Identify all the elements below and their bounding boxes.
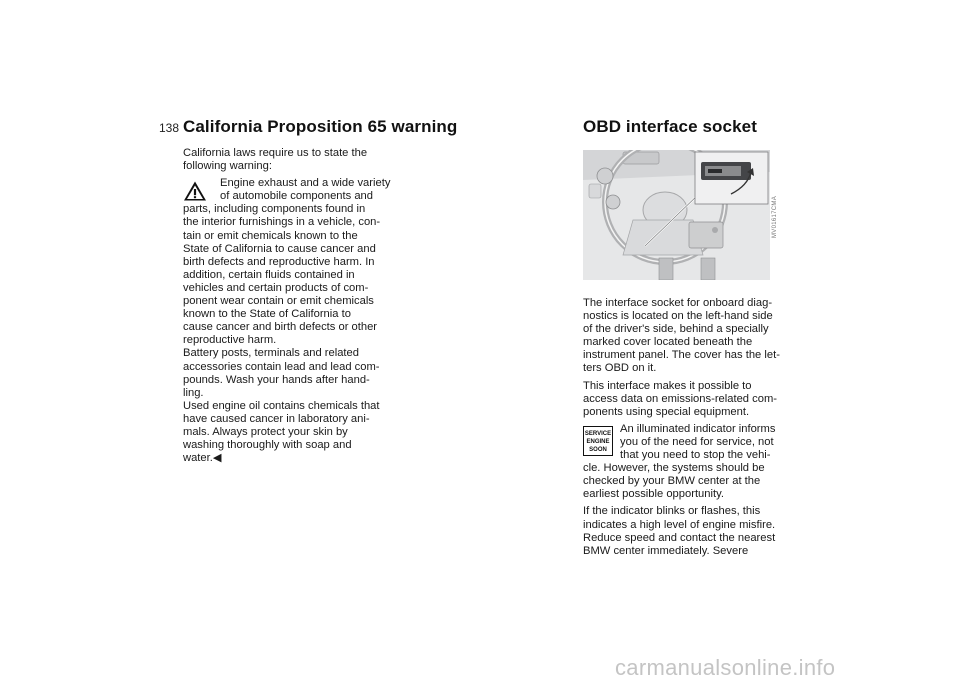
body-line: marked cover located beneath the	[583, 336, 753, 349]
warning-line: the interior furnishings in a vehicle, con-	[183, 216, 381, 229]
body-line: instrument panel. The cover has the let-	[583, 349, 780, 362]
warning-block	[183, 177, 393, 465]
warning-line: ponent wear contain or emit chemicals	[183, 295, 374, 308]
body-line: checked by your BMW center at the	[583, 475, 761, 488]
warning-line: tain or emit chemicals known to the	[183, 229, 358, 242]
warning-line: Engine exhaust and a wide variety	[220, 177, 391, 190]
body-line: that you need to stop the vehi-	[620, 449, 771, 462]
warning-line: State of California to cause cancer and	[183, 242, 376, 255]
obd-column	[583, 297, 783, 558]
warning-line: addition, certain fluids contained in	[183, 268, 355, 281]
warning-line: ling.	[183, 386, 204, 399]
warning-line: mals. Always protect your skin by	[183, 425, 348, 438]
warning-triangle-icon	[183, 180, 207, 202]
warning-line: washing thoroughly with soap and	[183, 439, 352, 452]
warning-line: parts, including components found in	[183, 203, 366, 216]
intro-line: following warning:	[183, 160, 272, 173]
intro-line: California laws require us to state the	[183, 147, 368, 159]
service-indicator-block	[583, 423, 783, 502]
page-number: 138	[159, 121, 180, 135]
warning-line: water.◀	[183, 452, 222, 465]
body-line: earliest possible opportunity.	[583, 488, 724, 501]
body-line: cle. However, the systems should be	[583, 462, 765, 475]
warning-line: vehicles and certain products of com-	[183, 281, 369, 294]
body-line: ponents using special equipment.	[583, 405, 750, 418]
body-line: access data on emissions-related com-	[583, 392, 778, 405]
service-engine-soon-icon	[583, 426, 613, 456]
body-line: indicates a high level of engine misfire.	[583, 518, 776, 531]
warning-line: have caused cancer in laboratory ani-	[183, 412, 370, 425]
warning-line: of automobile components and	[220, 190, 373, 203]
watermark: carmanualsonline.info	[615, 655, 836, 680]
warning-line: pounds. Wash your hands after hand-	[183, 373, 370, 386]
body-line: An illuminated indicator informs	[620, 422, 776, 435]
body-line: BMW center immediately. Severe	[583, 544, 749, 557]
warning-line: Used engine oil contains chemicals that	[183, 399, 380, 412]
heading-obd: OBD interface socket	[583, 117, 757, 136]
obd-socket-illustration	[583, 150, 770, 280]
body-line: nostics is located on the left-hand side	[583, 310, 773, 323]
warning-line: birth defects and reproductive harm. In	[183, 255, 375, 268]
prop65-column	[183, 147, 393, 465]
warning-line: cause cancer and birth defects or other	[183, 321, 378, 334]
heading-prop65: California Proposition 65 warning	[183, 117, 458, 136]
body-line: you of the need for service, not	[620, 435, 774, 448]
body-line: This interface makes it possible to	[583, 379, 752, 392]
body-line: ters OBD on it.	[583, 362, 657, 375]
figure-code: MV01617CMA	[772, 195, 778, 238]
warning-line: known to the State of California to	[183, 308, 351, 321]
service-icon-text: SOON	[589, 446, 607, 453]
body-line: The interface socket for onboard diag-	[583, 297, 773, 309]
warning-line: Battery posts, terminals and related	[183, 347, 359, 360]
body-line: If the indicator blinks or flashes, this	[583, 505, 761, 518]
service-icon-text: SERVICE	[584, 430, 612, 437]
body-line: of the driver's side, behind a specially	[583, 323, 769, 336]
service-icon-text: ENGINE	[586, 438, 610, 445]
warning-line: reproductive harm.	[183, 334, 277, 347]
body-line: Reduce speed and contact the nearest	[583, 531, 776, 544]
warning-line: accessories contain lead and lead com-	[183, 360, 380, 373]
dashboard-drawing	[583, 150, 770, 280]
